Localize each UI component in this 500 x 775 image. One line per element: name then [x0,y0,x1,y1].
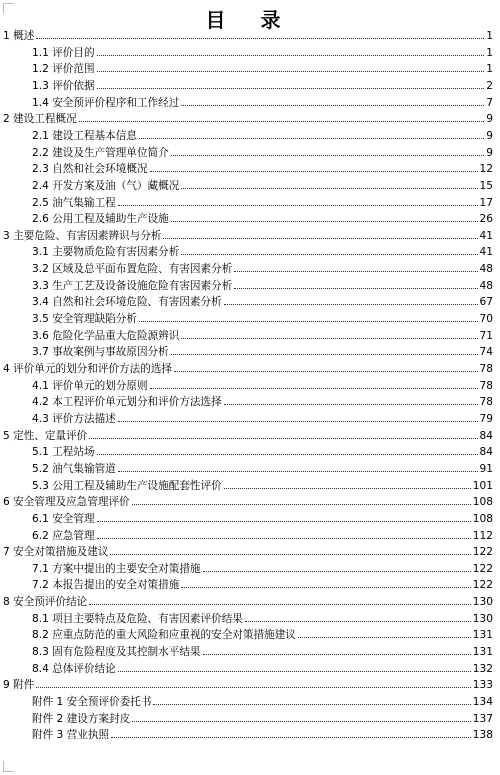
toc-leader-dots [171,155,485,156]
toc-entry-label: 1.4 安全预评价程序和工作经过 [32,96,180,109]
toc-page-number: 84 [479,429,493,442]
toc-chapter-entry[interactable] [0,675,493,691]
toc-entry-label: 2.4 开发方案及油（气）藏概况 [32,179,180,192]
toc-page-number: 122 [472,546,493,559]
toc-leader-dots [89,438,477,439]
toc-page-number: 122 [472,562,493,575]
toc-page-number: 1 [486,63,493,76]
toc-entry-label: 8.3 固有危险程度及其控制水平结果 [32,646,201,658]
toc-leader-dots [153,704,470,705]
toc-section-entry[interactable] [0,292,493,308]
toc-page-number: 131 [472,646,493,658]
toc-page-number: 112 [472,529,493,542]
toc-section-entry[interactable] [0,93,493,109]
toc-entry-label: 2.6 公用工程及辅助生产设施 [32,213,169,226]
toc-page-number: 84 [479,446,493,459]
toc-leader-dots [132,504,471,505]
toc-section-entry[interactable] [0,242,493,258]
toc-page-number: 131 [472,629,493,642]
toc-entry-label: 1.3 评价依据 [32,79,95,92]
toc-leader-dots [298,637,471,638]
toc-page-number: 132 [472,662,493,675]
toc-leader-dots [97,538,471,539]
toc-entry-label: 2.5 油气集输工程 [32,196,116,209]
toc-page-number: 9 [486,146,493,159]
toc-leader-dots [203,571,471,572]
toc-leader-dots [245,621,471,622]
toc-page-number: 26 [479,213,493,226]
toc-leader-dots [150,171,478,172]
toc-section-entry[interactable] [0,193,493,209]
toc-entry-label: 3.5 安全管理缺陷分析 [32,313,137,325]
toc-entry-label: 8.4 总体评价结论 [32,662,116,675]
toc-leader-dots [171,221,478,222]
toc-entry-label: 2.3 自然和社会环境概况 [32,163,148,176]
toc-leader-dots [132,721,471,722]
toc-leader-dots [118,205,478,206]
toc-chapter-entry[interactable] [0,492,493,508]
toc-entry-label: 3 主要危险、有害因素辨识与分析 [3,229,162,242]
toc-entry-label: 1 概述 [3,30,35,42]
toc-section-entry[interactable] [0,209,493,225]
toc-chapter-entry[interactable] [0,426,493,442]
toc-entry-label: 5.1 工程站场 [32,446,95,459]
toc-entry-label: 2.1 建设工程基本信息 [32,129,137,142]
toc-page-number: 15 [479,179,493,192]
toc-leader-dots [97,55,485,56]
toc-section-entry[interactable] [0,143,493,159]
toc-entry-label: 8.1 项目主要特点及危险、有害因素评价结果 [32,612,243,625]
toc-leader-dots [224,304,478,305]
toc-section-entry[interactable] [0,376,493,392]
toc-section-entry[interactable] [0,442,493,458]
toc-entry-label: 6.1 安全管理 [32,512,95,525]
toc-chapter-entry[interactable] [0,592,493,608]
toc-entry-label: 1.2 评价范围 [32,63,95,76]
toc-entry-label: 3.2 区域及总平面布置危险、有害因素分析 [32,263,233,276]
toc-entry-label: 8.2 应重点防范的重大风险和应重视的安全对策措施建议 [32,629,296,642]
page-title: 目 录 [205,8,295,32]
toc-page-number: 122 [472,579,493,592]
toc-section-entry[interactable] [0,575,493,591]
toc-section-entry[interactable] [0,692,493,708]
toc-page-number: 134 [472,696,493,708]
toc-leader-dots [89,604,471,605]
toc-leader-dots [163,238,477,239]
toc-page-number: 41 [479,246,493,259]
toc-leader-dots [224,404,478,405]
toc-page-number: 74 [479,346,493,359]
toc-page-number: 71 [479,329,493,342]
toc-section-entry[interactable] [0,176,493,192]
toc-entry-label: 3.7 事故案例与事故原因分析 [32,346,169,359]
toc-leader-dots [118,471,478,472]
toc-section-entry[interactable] [0,43,493,59]
toc-section-entry[interactable] [0,725,493,741]
toc-section-entry[interactable] [0,392,493,408]
toc-page-number: 17 [479,196,493,209]
toc-page-number: 48 [479,279,493,292]
toc-page-number: 91 [479,462,493,475]
toc-section-entry[interactable] [0,59,493,75]
toc-page-number: 108 [472,496,493,509]
toc-page-number: 12 [479,163,493,176]
toc-leader-dots [234,288,477,289]
toc-leader-dots [36,38,484,39]
toc-chapter-entry[interactable] [0,26,493,42]
toc-entry-label: 5.3 公用工程及辅助生产设施配套性评价 [32,479,222,492]
toc-entry-label: 6 安全管理及应急管理评价 [3,496,130,509]
toc-section-entry[interactable] [0,609,493,625]
toc-leader-dots [118,671,471,672]
toc-section-entry[interactable] [0,159,493,175]
toc-section-entry[interactable] [0,342,493,358]
toc-section-entry[interactable] [0,309,493,325]
toc-entry-label: 附件 3 营业执照 [32,729,110,742]
toc-chapter-entry[interactable] [0,542,493,558]
toc-leader-dots [97,88,485,89]
toc-entry-label: 8 安全预评价结论 [3,596,88,609]
toc-section-entry[interactable] [0,76,493,92]
toc-page-number: 133 [472,679,493,692]
toc-entry-label: 3.4 自然和社会环境危险、有害因素分析 [32,296,222,309]
toc-chapter-entry[interactable] [0,226,493,242]
toc-entry-label: 5 定性、定量评价 [3,429,88,442]
toc-section-entry[interactable] [0,526,493,542]
toc-section-entry[interactable] [0,659,493,675]
toc-section-entry[interactable] [0,326,493,342]
toc-page-number: 67 [479,296,493,309]
toc-leader-dots [79,121,485,122]
toc-leader-dots [234,271,477,272]
toc-leader-dots [181,188,477,189]
toc-leader-dots [224,488,471,489]
toc-page-number: 1 [486,30,493,42]
toc-leader-dots [139,138,484,139]
toc-entry-label: 4.2 本工程评价单元划分和评价方法选择 [32,396,222,409]
page-corner-mark [3,761,14,772]
toc-section-entry[interactable] [0,276,493,292]
toc-page-number: 48 [479,263,493,276]
toc-leader-dots [97,454,478,455]
toc-entry-label: 4 评价单元的划分和评价方法的选择 [3,363,173,375]
toc-page-number: 79 [479,412,493,425]
toc-chapter-entry[interactable] [0,109,493,125]
toc-page-number: 108 [472,512,493,525]
toc-section-entry[interactable] [0,709,493,725]
toc-entry-label: 9 附件 [3,679,35,692]
toc-page-number: 41 [479,229,493,242]
toc-entry-label: 2.2 建设及生产管理单位简介 [32,146,169,159]
toc-entry-label: 3.3 生产工艺及设备设施危险有害因素分析 [32,279,233,292]
toc-section-entry[interactable] [0,126,493,142]
toc-leader-dots [181,254,477,255]
toc-page-number: 7 [486,96,493,109]
toc-entry-label: 7.1 方案中提出的主要安全对策措施 [32,562,201,575]
toc-page-number: 9 [486,113,493,126]
toc-entry-label: 4.1 评价单元的划分原则 [32,379,148,392]
toc-leader-dots [181,105,484,106]
toc-leader-dots [181,587,470,588]
toc-entry-label: 2 建设工程概况 [3,113,77,126]
toc-entry-label: 7 安全对策措施及建议 [3,546,109,559]
toc-page-number: 137 [472,712,493,725]
toc-leader-dots [118,421,478,422]
toc-leader-dots [36,687,470,688]
toc-chapter-entry[interactable] [0,359,493,375]
toc-page-number: 130 [472,612,493,625]
toc-section-entry[interactable] [0,259,493,275]
toc-page-number: 78 [479,363,493,375]
toc-entry-label: 附件 1 安全预评价委托书 [32,696,152,708]
toc-page-number: 1 [486,46,493,59]
toc-leader-dots [203,654,471,655]
toc-page-number: 78 [479,379,493,392]
toc-page-number: 138 [472,729,493,742]
toc-page-number: 130 [472,596,493,609]
toc-entry-label: 4.3 评价方法描述 [32,412,116,425]
toc-section-entry[interactable] [0,559,493,575]
toc-page-number: 78 [479,396,493,409]
toc-entry-label: 3.6 危险化学品重大危险源辨识 [32,329,180,342]
toc-leader-dots [171,354,478,355]
toc-section-entry[interactable] [0,476,493,492]
toc-entry-label: 3.1 主要物质危险有害因素分析 [32,246,180,259]
toc-leader-dots [111,737,471,738]
toc-leader-dots [174,371,478,372]
toc-leader-dots [181,338,477,339]
toc-entry-label: 6.2 应急管理 [32,529,95,542]
toc-leader-dots [97,71,485,72]
toc-leader-dots [97,521,471,522]
toc-entry-label: 5.2 油气集输管道 [32,462,116,475]
toc-section-entry[interactable] [0,409,493,425]
toc-leader-dots [139,321,478,322]
toc-section-entry[interactable] [0,625,493,641]
toc-entry-label: 7.2 本报告提出的安全对策措施 [32,579,180,592]
toc-leader-dots [110,554,470,555]
toc-page-number: 2 [486,79,493,92]
toc-section-entry[interactable] [0,459,493,475]
toc-page-number: 101 [472,479,493,492]
toc-section-entry[interactable] [0,509,493,525]
toc-entry-label: 附件 2 建设方案封皮 [32,712,131,725]
toc-page-number: 70 [479,313,493,325]
toc-section-entry[interactable] [0,642,493,658]
toc-leader-dots [150,388,478,389]
toc-page-number: 9 [486,129,493,142]
toc-entry-label: 1.1 评价目的 [32,46,95,59]
